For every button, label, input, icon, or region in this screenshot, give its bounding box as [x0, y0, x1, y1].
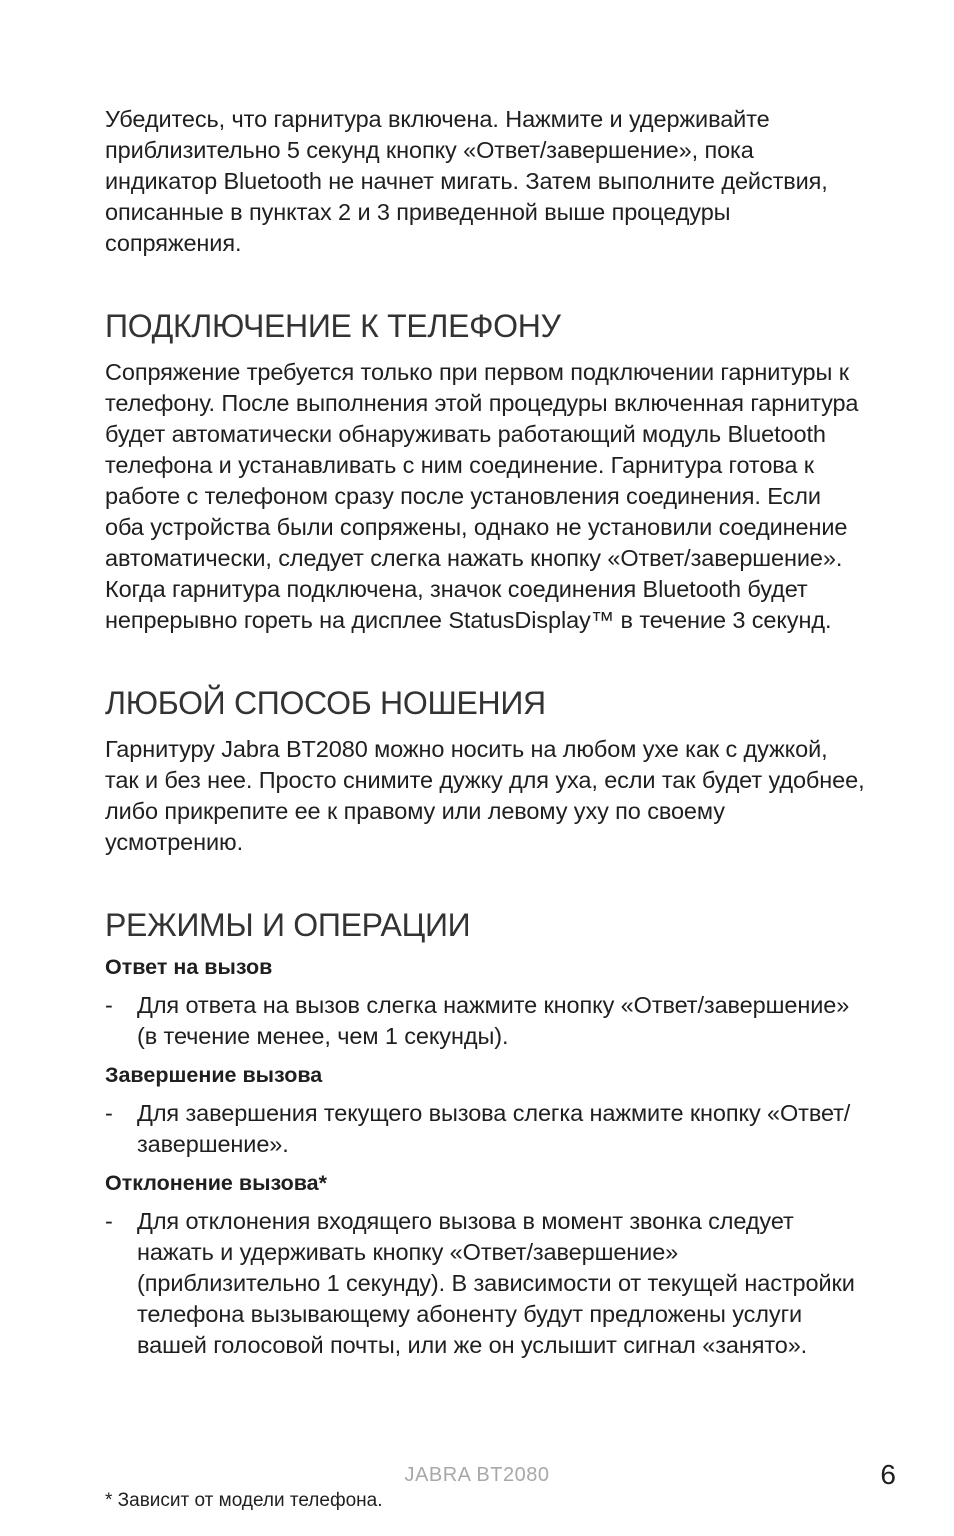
list-item — [105, 1098, 865, 1160]
answer-call-list — [105, 990, 865, 1052]
subheading-end-call: Завершение вызова — [105, 1063, 323, 1087]
subheading-answer-call: Ответ на вызов — [105, 955, 273, 979]
end-call-list — [105, 1098, 865, 1160]
wearing-paragraph: Гарнитуру Jabra BT2080 можно носить на любом ухе как с дужкой, так и без нее. Просто снимите дужку для уха, если так будет удобнее, либо прикрепите ее к правому или левому уху по своему усмотрению. — [105, 736, 865, 855]
section-title-connect: ПОДКЛЮЧЕНИЕ К ТЕЛЕФОНУ — [105, 308, 561, 344]
end-call-text: Для завершения текущего вызова слегка нажмите кнопку «Ответ/завершение». — [137, 1100, 851, 1157]
connect-paragraph: Сопряжение требуется только при первом подключении гарнитуры к телефону. После выполнения этой процедуры включенная гарнитура будет автоматически обнаруживать работающий модуль Bluetooth телефона и устанавливать с ним соединение. Гарнитура готова к работе с телефоном сразу после установления соединения. Если оба устройства были сопряжены, однако не установили соединение автоматически, следует слегка нажать кнопку «Ответ/завершение». Когда гарнитура подключена, значок соединения Bluetooth будет непрерывно гореть на дисплее StatusDisplay™ в течение 3 секунд. — [105, 359, 859, 633]
list-item — [105, 990, 865, 1052]
dash-bullet: - — [105, 1208, 113, 1234]
page-number: 6 — [880, 1459, 896, 1490]
subheading-reject-call: Отклонение вызова* — [105, 1171, 327, 1195]
reject-call-list — [105, 1206, 865, 1361]
section-title-wearing: ЛЮБОЙ СПОСОБ НОШЕНИЯ — [105, 685, 546, 721]
list-item — [105, 1206, 865, 1361]
dash-bullet: - — [105, 1100, 113, 1126]
dash-bullet: - — [105, 992, 113, 1018]
answer-call-text: Для ответа на вызов слегка нажмите кнопку «Ответ/завершение» (в течение менее, чем 1 секунды). — [137, 992, 850, 1049]
page-content — [105, 104, 865, 1361]
section-title-modes: РЕЖИМЫ И ОПЕРАЦИИ — [105, 907, 471, 943]
intro-paragraph: Убедитесь, что гарнитура включена. Нажмите и удерживайте приблизительно 5 секунд кнопку «Ответ/завершение», пока индикатор Bluetooth не начнет мигать. Затем выполните действия, описанные в пунктах 2 и 3 приведенной выше процедуры сопряжения. — [105, 106, 828, 256]
footer-brand: JABRA BT2080 — [404, 1464, 550, 1486]
footnote: * Зависит от модели телефона. — [105, 1490, 383, 1511]
reject-call-text: Для отклонения входящего вызова в момент звонка следует нажать и удерживать кнопку «Ответ/завершение» (приблизительно 1 секунду). В зависимости от текущей настройки телефона вызывающему абоненту будут предложены услуги вашей голосовой почты, или же он услышит сигнал «занято». — [137, 1208, 855, 1358]
